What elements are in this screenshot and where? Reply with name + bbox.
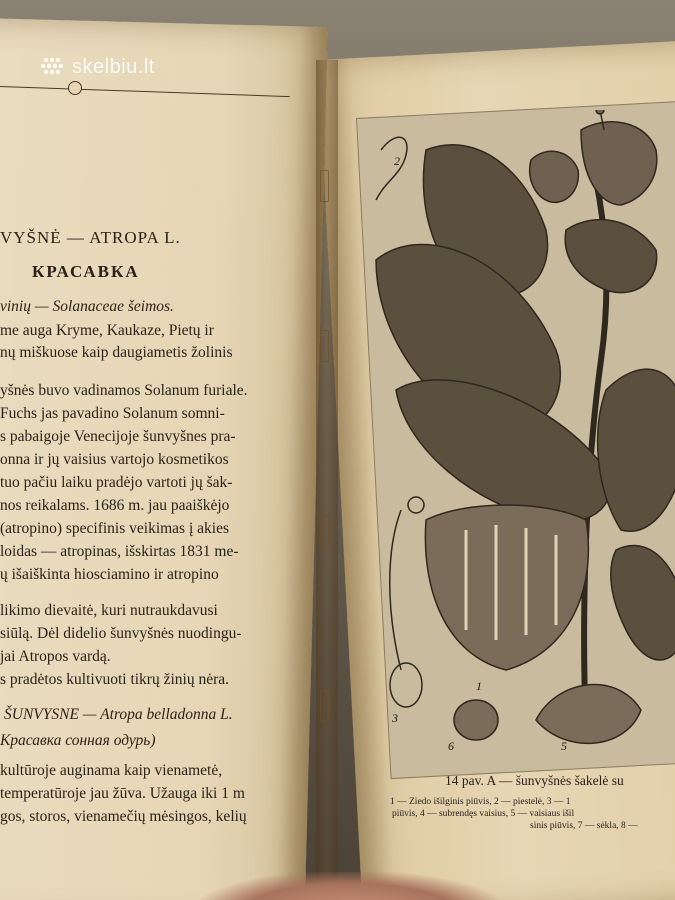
figure-3-anther <box>408 497 424 513</box>
belladonna-plant-illustration <box>356 110 675 760</box>
text-line: kultūroje auginama kaip vienametė, <box>0 762 223 779</box>
figure-2-pistil-sketch <box>376 137 407 200</box>
figure-3-ovary <box>390 663 422 707</box>
text-line: tuo pačiu laiku pradėjo vartoti jų šak- <box>0 474 233 491</box>
thumb-holding-book <box>200 872 500 900</box>
figure-legend-line: piūvis, 4 — subrendęs vaisius, 5 — vaisiaus išil <box>392 809 575 819</box>
text-line: me auga Kryme, Kaukaze, Pietų ir <box>0 322 214 339</box>
text-line: temperatūroje jau žūva. Užauga iki 1 m <box>0 785 245 802</box>
figure-label: 6 <box>448 739 454 753</box>
text-line: ų išaiškinta hiosciamino ir atropino <box>0 566 219 583</box>
text-line: siūlą. Dėl didelio šunvyšnės nuodingu- <box>0 625 242 642</box>
figure-legend-line: sinis piūvis, 7 — sėkla, 8 — <box>530 821 638 831</box>
plant-leaf <box>611 545 675 660</box>
flower-stigma <box>596 110 604 114</box>
text-line: s pradėtos kultivuoti tikrų žinių nėra. <box>0 671 230 688</box>
figure-5-fruit-section <box>536 685 641 744</box>
text-line: jai Atropos vardą. <box>0 648 111 665</box>
text-line: Fuchs jas pavadino Solanum somni- <box>0 405 225 422</box>
flower-bud <box>530 151 579 202</box>
section-heading-russian: КРАСАВКА <box>32 262 140 281</box>
text-line: gos, storos, vienamečių mėsingos, kelių <box>0 808 247 825</box>
text-line: loidas — atropinas, išskirtas 1831 me- <box>0 543 239 560</box>
figure-3-stamen-line <box>390 510 401 670</box>
species-heading: ŠUNVYSNE — Atropa belladonna L. <box>4 706 233 723</box>
text-line: nų miškuose kaip daugiametis žolinis <box>0 344 233 361</box>
figure-label: 5 <box>561 739 567 753</box>
figure-legend-line: 1 — Ziedo išilginis piūvis, 2 — piestelė, 3 — 1 <box>390 797 571 807</box>
figure-label: 2 <box>394 154 400 168</box>
plant-leaf <box>396 380 610 522</box>
text-line: onna ir jų vaisius vartojo kosmetikos <box>0 451 229 468</box>
text-line: s pabaigoje Venecijoje šunvyšnes pra- <box>0 428 236 445</box>
text-line: (atropino) specifinis veikimas į akies <box>0 520 229 537</box>
figure-label: 3 <box>392 711 398 725</box>
flower-bell <box>581 122 657 205</box>
text-line: yšnės buvo vadinamos Solanum furiale. <box>0 382 248 399</box>
figure-caption: 14 pav. A — šunvyšnės šakelė su <box>445 773 624 788</box>
species-russian-name: Красавка сонная одурь) <box>0 732 156 749</box>
figure-label: 1 <box>476 679 482 693</box>
figure-6-seed-section <box>454 700 498 740</box>
plant-leaf <box>598 369 675 531</box>
plant-leaf <box>565 220 656 293</box>
text-line: vinių — Solanaceae šeimos. <box>0 298 174 315</box>
section-heading: VYŠNĖ — ATROPA L. <box>0 228 181 247</box>
text-line: nos reikalams. 1686 m. jau paaiškėjo <box>0 497 230 514</box>
watermark-text: skelbiu.lt <box>72 56 155 78</box>
figure-1-flower-section <box>425 505 588 670</box>
text-line: likimo dievaitė, kuri nutraukdavusi <box>0 602 218 619</box>
